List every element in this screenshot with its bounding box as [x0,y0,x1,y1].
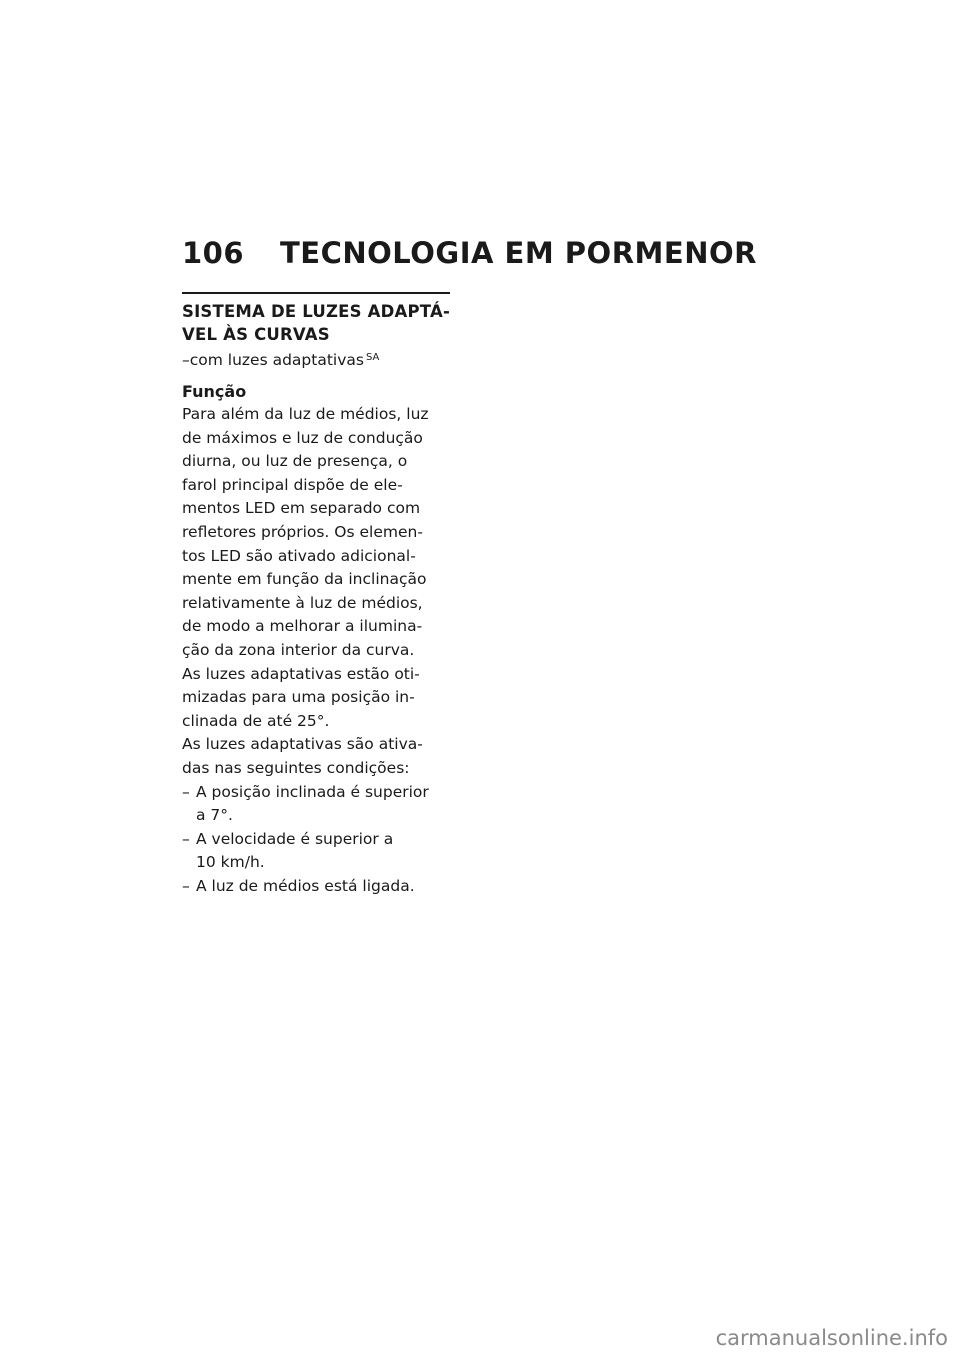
list-dash: – [182,876,190,895]
text-line: ção da zona interior da curva. [182,640,415,659]
text-line: refletores próprios. Os elemen- [182,522,423,541]
text-line: clinada de até 25°. [182,711,330,730]
availability-note [182,349,452,371]
list-item-line-2: a 7°. [196,806,233,825]
text-line: mentos LED em separado com [182,499,421,518]
text-line: diurna, ou luz de presença, o [182,452,408,471]
text-line: As luzes adaptativas são ativa- [182,735,423,754]
function-heading: Função [182,382,247,401]
list-item-line-1: A luz de médios está ligada. [196,876,415,895]
content-column [182,292,452,898]
list-dash: – [182,829,190,848]
watermark: carmanualsonline.info [715,1326,948,1350]
section-divider [182,292,450,294]
function-paragraph-2 [182,663,452,734]
conditions-list [182,781,452,899]
optional-equipment-tag: SA [365,352,380,363]
text-line: mente em função da inclinação [182,570,427,589]
text-line: farol principal dispõe de ele- [182,475,403,494]
text-line: de máximos e luz de condução [182,428,423,447]
text-line: das nas seguintes condições: [182,758,410,777]
text-line: tos LED são ativado adicional- [182,546,416,565]
section-title [182,300,452,346]
text-line: Para além da luz de médios, luz [182,405,429,423]
list-item [182,781,452,828]
list-item-line-1: A posição inclinada é superior [196,782,429,801]
text-line: mizadas para uma posição in- [182,688,415,707]
availability-text: com luzes adaptativas [189,351,364,369]
list-dash: – [182,782,190,801]
text-line: de modo a melhorar a ilumina- [182,617,423,636]
text-line: As luzes adaptativas estão oti- [182,664,420,683]
page-header [182,236,757,270]
availability-dash: – [182,351,190,369]
list-item-line-2: 10 km/h. [196,853,265,872]
section-title-line-1: SISTEMA DE LUZES ADAPTÁ- [182,302,450,321]
list-item-line-1: A velocidade é superior a [196,829,394,848]
section-title-line-2: VEL ÀS CURVAS [182,325,330,344]
text-line: relativamente à luz de médios, [182,593,423,612]
list-item [182,875,452,899]
chapter-title: TECNOLOGIA EM PORMENOR [280,236,757,270]
function-paragraph-1 [182,403,452,663]
list-item [182,828,452,875]
page-number: 106 [182,236,245,270]
function-paragraph-3 [182,733,452,780]
